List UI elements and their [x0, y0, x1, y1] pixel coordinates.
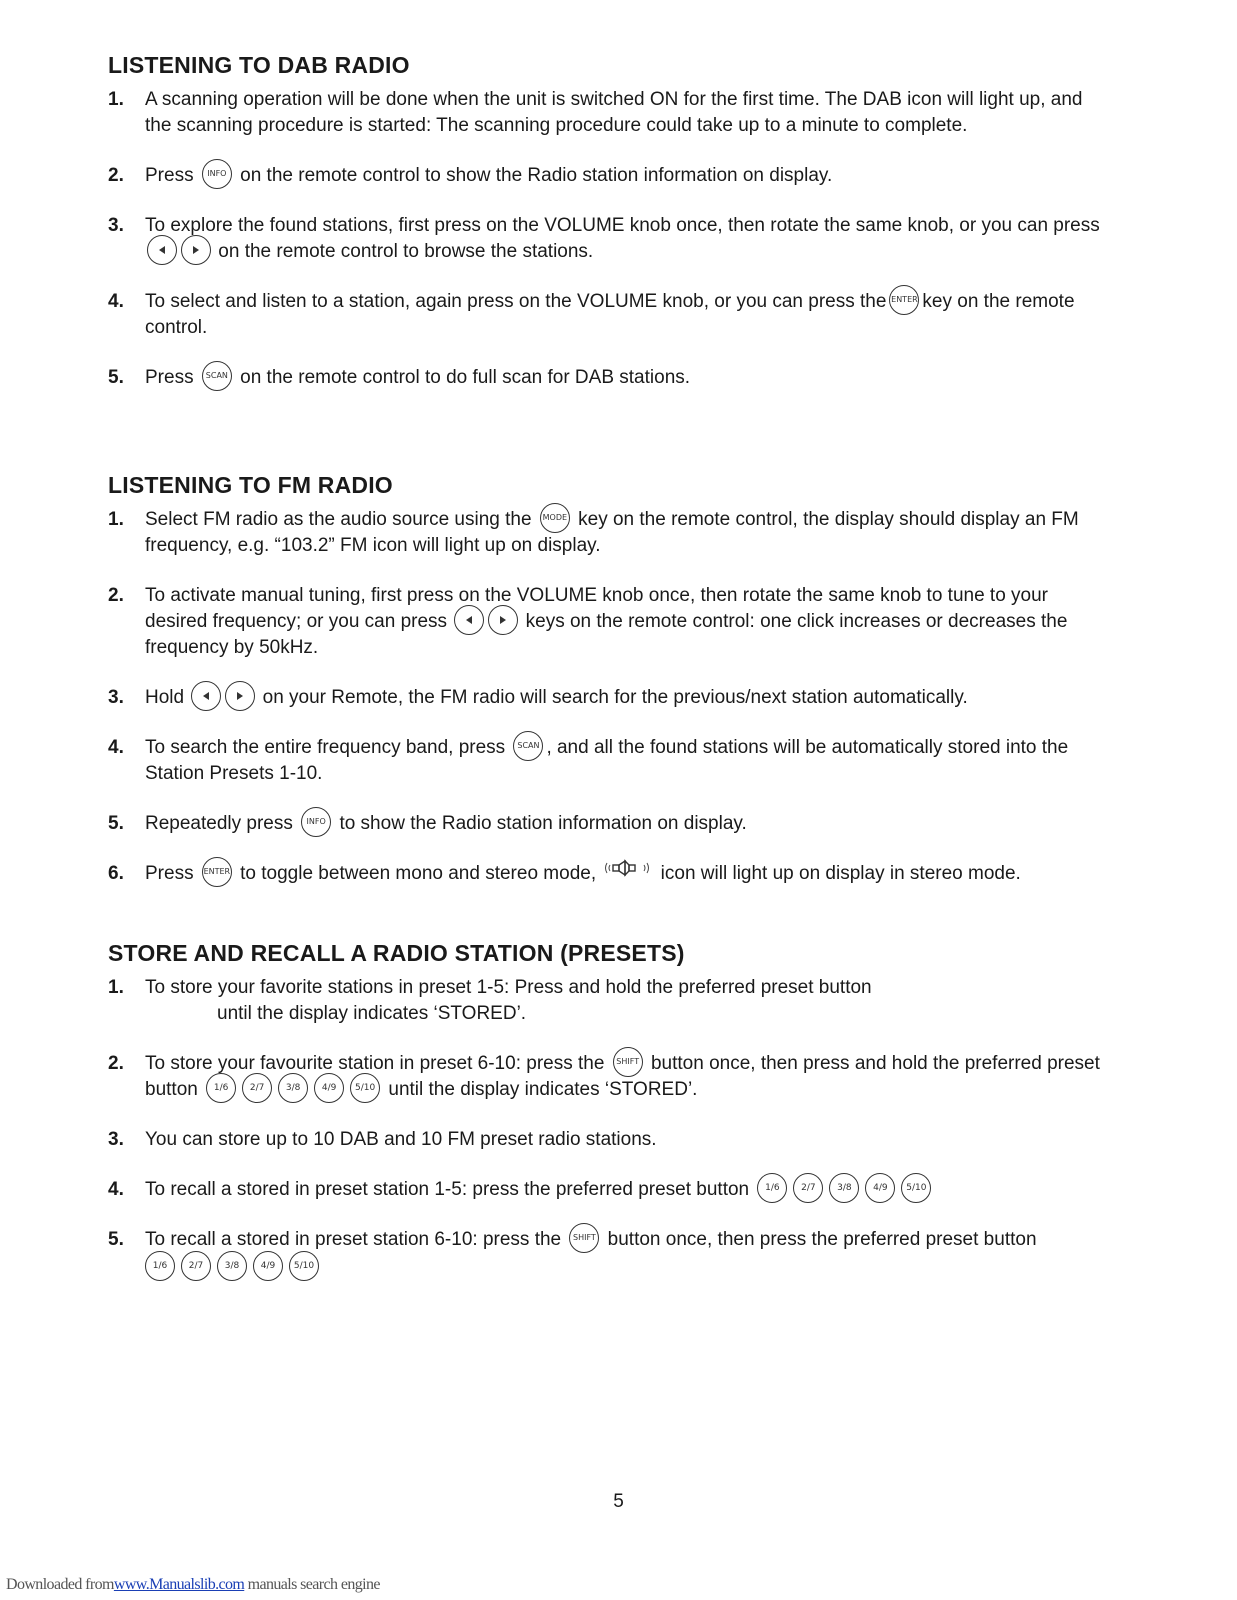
step-text: Press — [145, 367, 194, 389]
page-number: 5 — [613, 1491, 624, 1512]
step-text: To search the entire frequency band, press — [145, 737, 506, 759]
preset-step-3 — [108, 1127, 1108, 1153]
step-number: 5. — [108, 1229, 124, 1251]
dab-step-3 — [108, 213, 1108, 265]
preset-3-8-button-icon: 3/8 — [278, 1073, 308, 1103]
fm-step-2 — [108, 583, 1108, 661]
step-text: A scanning operation will be done when the unit is switched ON for the first time. The DAB icon will light up, and the scanning procedure is started: The scanning procedure could take up to a minute to complete. — [145, 89, 1083, 136]
step-text: To explore the found stations, first press on the VOLUME knob once, then rotate the same knob, or you can press — [145, 215, 1100, 237]
step-text: keys on the remote control: one click increases or decreases the frequency by 50kHz. — [145, 611, 1068, 659]
next-arrow-icon — [488, 605, 518, 635]
scan-button-icon: SCAN — [202, 361, 232, 391]
preset-button-row — [145, 1255, 1108, 1281]
step-text: until the display indicates ‘STORED’. — [388, 1079, 698, 1101]
shift-button-icon: SHIFT — [569, 1223, 599, 1253]
previous-arrow-icon — [147, 235, 177, 265]
preset-5-10-button-icon: 5/10 — [289, 1251, 319, 1281]
preset-1-6-button-icon: 1/6 — [206, 1073, 236, 1103]
step-text: Press — [145, 165, 194, 187]
next-arrow-icon — [225, 681, 255, 711]
step-text: button once, then press and hold the preferred preset button — [145, 1053, 1100, 1101]
preset-2-7-button-icon: 2/7 — [181, 1251, 211, 1281]
shift-button-icon: SHIFT — [613, 1047, 643, 1077]
fm-steps — [108, 507, 1108, 887]
step-number: 3. — [108, 215, 124, 237]
previous-arrow-icon — [454, 605, 484, 635]
step-text: You can store up to 10 DAB and 10 FM preset radio stations. — [145, 1129, 657, 1151]
fm-step-1 — [108, 507, 1108, 559]
enter-button-icon: ENTER — [889, 285, 919, 315]
step-text: until the display indicates ‘STORED’. — [217, 1003, 527, 1024]
download-footer — [6, 1576, 380, 1594]
step-number: 5. — [108, 813, 124, 835]
enter-button-icon: ENTER — [202, 857, 232, 887]
preset-step-4 — [108, 1177, 1108, 1203]
step-text: button once, then press the preferred preset button — [607, 1229, 1037, 1251]
step-number: 1. — [108, 977, 124, 998]
step-text: on the remote control to browse the stations. — [218, 241, 594, 263]
step-text: key on the remote control. — [145, 291, 1075, 339]
step-text: Press — [145, 863, 194, 885]
preset-1-6-button-icon: 1/6 — [757, 1173, 787, 1203]
step-text: To select and listen to a station, again press on the VOLUME knob, or you can press the — [145, 291, 887, 313]
step-text: To store your favourite station in preset 6-10: press the — [145, 1053, 605, 1075]
footer-suffix: manuals search engine — [247, 1576, 380, 1593]
fm-step-3 — [108, 685, 1108, 711]
step-number: 1. — [108, 89, 124, 110]
footer-prefix: Downloaded from — [6, 1576, 114, 1593]
previous-arrow-icon — [191, 681, 221, 711]
step-text: To recall a stored in preset station 6-10: press the — [145, 1229, 562, 1251]
section-title-fm: LISTENING TO FM RADIO — [108, 472, 393, 498]
section-dab — [108, 52, 1108, 415]
preset-3-8-button-icon: 3/8 — [829, 1173, 859, 1203]
step-text: , and all the found stations will be automatically stored into the Station Presets 1-10. — [145, 737, 1069, 785]
fm-step-6 — [108, 861, 1108, 887]
step-text: To activate manual tuning, first press on the VOLUME knob once, then rotate the same knob to tune to your desired frequency; or you can press — [145, 585, 1049, 633]
preset-2-7-button-icon: 2/7 — [793, 1173, 823, 1203]
mode-button-icon: MODE — [540, 503, 570, 533]
manualslib-link[interactable]: www.Manualslib.com — [113, 1576, 245, 1593]
step-number: 2. — [108, 165, 124, 186]
dab-step-4 — [108, 289, 1108, 341]
preset-step-5 — [108, 1227, 1108, 1281]
preset-4-9-button-icon: 4/9 — [314, 1073, 344, 1103]
step-number: 4. — [108, 291, 124, 313]
step-text: to toggle between mono and stereo mode, — [240, 863, 597, 885]
next-arrow-icon — [181, 235, 211, 265]
preset-3-8-button-icon: 3/8 — [217, 1251, 247, 1281]
preset-2-7-button-icon: 2/7 — [242, 1073, 272, 1103]
step-text: on the remote control to show the Radio station information on display. — [240, 165, 833, 187]
step-text: on your Remote, the FM radio will search for the previous/next station automatically. — [262, 687, 968, 709]
fm-step-4 — [108, 735, 1108, 787]
step-number: 2. — [108, 585, 124, 607]
section-title-presets: STORE AND RECALL A RADIO STATION (PRESETS) — [108, 940, 685, 966]
section-fm — [108, 472, 1108, 911]
info-button-icon: INFO — [202, 159, 232, 189]
fm-step-5 — [108, 811, 1108, 837]
dab-step-5 — [108, 365, 1108, 391]
dab-step-1 — [108, 87, 1108, 139]
info-button-icon: INFO — [301, 807, 331, 837]
step-number: 4. — [108, 1179, 124, 1201]
preset-step-1 — [108, 975, 1108, 1027]
step-text: on the remote control to do full scan for DAB stations. — [240, 367, 691, 389]
preset-1-6-button-icon: 1/6 — [145, 1251, 175, 1281]
step-number: 3. — [108, 687, 124, 709]
step-text: to show the Radio station information on display. — [339, 813, 747, 835]
step-number: 2. — [108, 1053, 124, 1074]
step-text: Select FM radio as the audio source using the — [145, 509, 532, 531]
step-text: Hold — [145, 687, 185, 709]
preset-steps — [108, 975, 1108, 1281]
section-presets — [108, 940, 1108, 1305]
dab-step-2 — [108, 163, 1108, 189]
step-number: 6. — [108, 863, 124, 885]
section-title-dab: LISTENING TO DAB RADIO — [108, 52, 410, 78]
step-text: icon will light up on display in stereo mode. — [660, 863, 1021, 885]
preset-4-9-button-icon: 4/9 — [865, 1173, 895, 1203]
step-number: 1. — [108, 509, 124, 530]
step-number: 5. — [108, 367, 124, 389]
step-number: 4. — [108, 737, 124, 759]
step-text: key on the remote control, the display should display an FM frequency, e.g. “103.2” FM icon will light up on display. — [145, 509, 1079, 557]
step-text: To store your favorite stations in preset 1-5: Press and hold the preferred preset button — [145, 977, 872, 998]
stereo-icon — [603, 859, 651, 885]
step-number: 3. — [108, 1129, 124, 1151]
preset-4-9-button-icon: 4/9 — [253, 1251, 283, 1281]
preset-step-2 — [108, 1051, 1108, 1103]
step-text: Repeatedly press — [145, 813, 293, 835]
scan-button-icon: SCAN — [513, 731, 543, 761]
preset-5-10-button-icon: 5/10 — [901, 1173, 931, 1203]
dab-steps — [108, 87, 1108, 391]
step-text: To recall a stored in preset station 1-5: press the preferred preset button — [145, 1179, 750, 1201]
preset-5-10-button-icon: 5/10 — [350, 1073, 380, 1103]
